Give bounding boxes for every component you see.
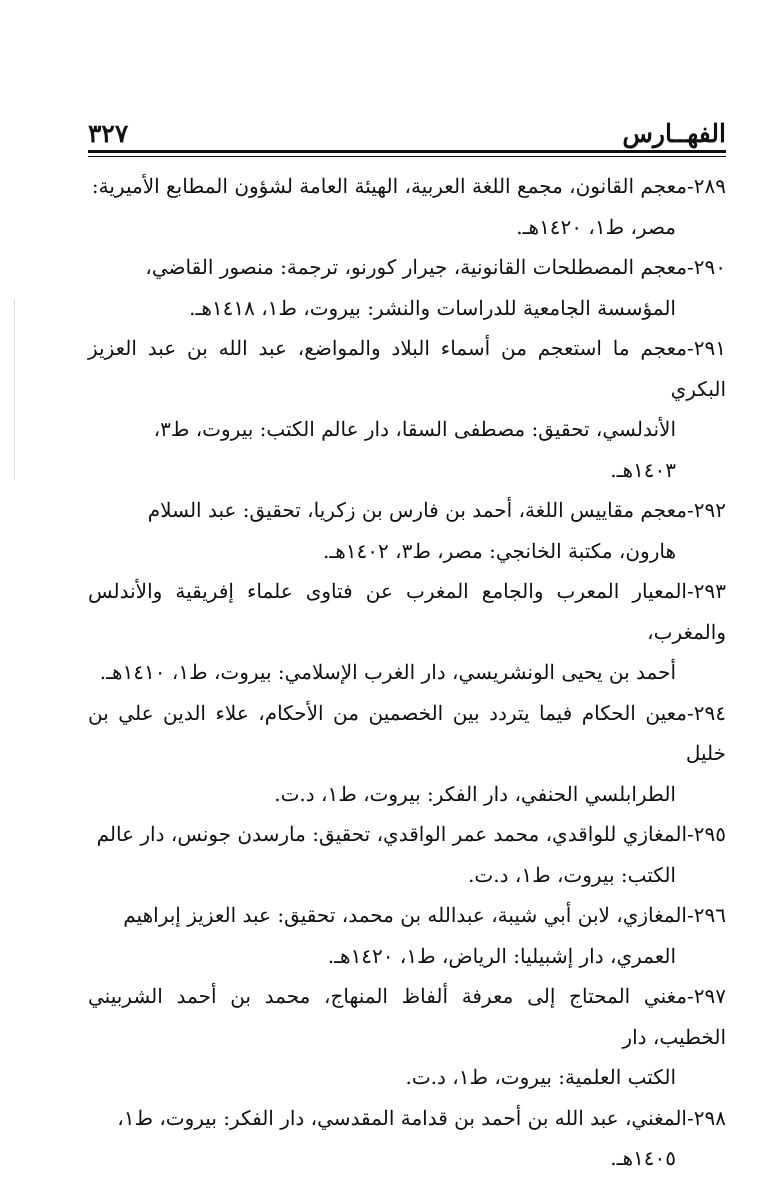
- bibliography-entry: [88, 895, 726, 976]
- entry-text-continued: أحمد بن يحيى الونشريسي، دار الغرب الإسلامي: بيروت، ط١، ١٤١٠هـ.: [99, 660, 676, 684]
- entry-text-continued: الطرابلسي الحنفي، دار الفكر: بيروت، ط١، د.ت.: [274, 781, 676, 806]
- entry-number: ٢٩٧-: [687, 984, 726, 1008]
- entry-text: معين الحكام فيما يتردد بين الخصمين من الأحكام، علاء الدين علي بن خليل: [88, 700, 726, 765]
- scan-margin-line: [14, 300, 15, 480]
- entry-text-continued: ١٤٠٣هـ.: [610, 457, 676, 482]
- entry-number: ٢٩٦-: [687, 903, 726, 927]
- entry-number: ٢٩٣-: [687, 579, 726, 603]
- bibliography-entry: [88, 328, 726, 490]
- bibliography-entry: [88, 490, 726, 571]
- entry-text-continued: الأندلسي، تحقيق: مصطفى السقا، دار عالم الكتب: بيروت، ط٣،: [153, 417, 676, 441]
- bibliography-entry: [88, 1098, 726, 1179]
- entry-number: ٢٩١-: [687, 336, 726, 360]
- entry-number: ٢٨٩-: [687, 174, 726, 198]
- entry-text: مغني المحتاج إلى معرفة ألفاظ المنهاج، محمد بن أحمد الشربيني الخطيب، دار: [88, 984, 726, 1049]
- entry-text-continued: الكتب العلمية: بيروت، ط١، د.ت.: [405, 1065, 676, 1089]
- bibliography-entry: [88, 976, 726, 1098]
- entry-text: المغني، عبد الله بن أحمد بن قدامة المقدسي، دار الفكر: بيروت، ط١،: [117, 1105, 687, 1130]
- entry-number: ٢٩٨-: [687, 1105, 726, 1130]
- page-number: ٣٢٧: [88, 119, 129, 148]
- bibliography-entry: [88, 571, 726, 693]
- entry-text: معجم ما استعجم من أسماء البلاد والمواضع، عبد الله بن عبد العزيز البكري: [88, 336, 726, 401]
- entry-text: المغازي للواقدي، محمد عمر الواقدي، تحقيق: مارسدن جونس، دار عالم: [96, 822, 687, 846]
- entry-text-continued: مصر، ط١، ١٤٢٠هـ.: [516, 214, 676, 239]
- running-header: [88, 112, 726, 148]
- entry-text-continued: هارون، مكتبة الخانجي: مصر، ط٣، ١٤٠٢هـ.: [323, 538, 676, 563]
- header-rule-thin: [88, 156, 726, 157]
- entry-text-continued: ١٤٠٥هـ.: [610, 1146, 676, 1170]
- entry-number: ٢٩٠-: [687, 255, 726, 279]
- entry-text: معجم القانون، مجمع اللغة العربية، الهيئة العامة لشؤون المطابع الأميرية:: [91, 174, 687, 198]
- entry-text: معجم المصطلحات القانونية، جيرار كورنو، ترجمة: منصور القاضي،: [145, 255, 687, 279]
- entry-text-continued: المؤسسة الجامعية للدراسات والنشر: بيروت، ط١، ١٤١٨هـ.: [189, 295, 676, 320]
- header-title: الفهــارس: [622, 119, 726, 148]
- bibliography-list: [88, 166, 726, 1179]
- header-rule-thick: [88, 150, 726, 153]
- entry-number: ٢٩٥-: [687, 822, 726, 846]
- entry-text: المعيار المعرب والجامع المغرب عن فتاوى علماء إفريقية والأندلس والمغرب،: [88, 579, 726, 644]
- bibliography-entry: [88, 814, 726, 895]
- entry-number: ٢٩٤-: [687, 700, 726, 725]
- bibliography-entry: [88, 166, 726, 247]
- entry-text-continued: العمري، دار إشبيليا: الرياض، ط١، ١٤٢٠هـ.: [327, 943, 676, 968]
- entry-text: المغازي، لابن أبي شيبة، عبدالله بن محمد، تحقيق: عبد العزيز إبراهيم: [123, 903, 687, 927]
- entry-text: معجم مقاييس اللغة، أحمد بن فارس بن زكريا، تحقيق: عبد السلام: [147, 498, 687, 522]
- entry-number: ٢٩٢-: [687, 498, 726, 522]
- bibliography-entry: [88, 693, 726, 815]
- entry-text-continued: الكتب: بيروت، ط١، د.ت.: [468, 862, 676, 887]
- bibliography-entry: [88, 247, 726, 328]
